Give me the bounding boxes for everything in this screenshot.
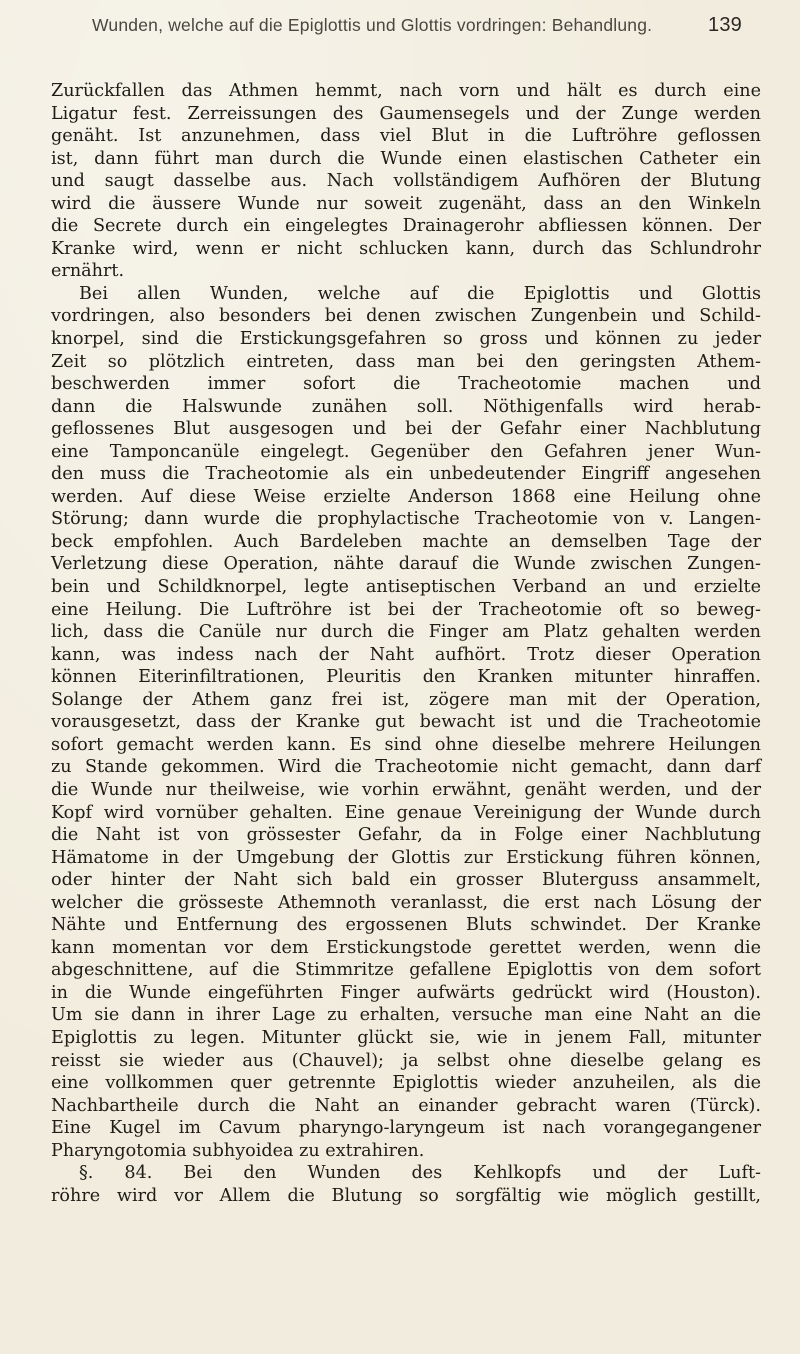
running-title: Wunden, welche auf die Epiglottis und Glottis vordringen: Behandlung. xyxy=(92,15,653,35)
text-line: röhre wird vor Allem die Blutung so sorgfältig wie möglich gestillt, xyxy=(51,1185,761,1206)
text-line: eine vollkommen quer getrennte Epiglottis wieder anzuheilen, als die xyxy=(51,1073,761,1094)
text-line: Um sie dann in ihrer Lage zu erhalten, versuche man eine Naht an die xyxy=(51,1005,761,1026)
text-line: reisst sie wieder aus (Chauvel); ja selbst ohne dieselbe gelang es xyxy=(51,1050,761,1071)
text-line: beschwerden immer sofort die Tracheotomie machen und xyxy=(51,374,761,395)
text-line: die Wunde nur theilweise, wie vorhin erwähnt, genäht werden, und der xyxy=(51,779,761,800)
text-line: Nachbartheile durch die Naht an einander gebracht waren (Türck). xyxy=(51,1095,761,1116)
text-line: lich, dass die Canüle nur durch die Finger am Platz gehalten werden xyxy=(51,622,761,643)
body-text xyxy=(51,80,761,1207)
text-line: Hämatome in der Umgebung der Glottis zur Erstickung führen können, xyxy=(51,847,761,868)
text-line: wird die äussere Wunde nur soweit zugenäht, dass an den Winkeln xyxy=(51,193,761,214)
text-line: zu Stande gekommen. Wird die Tracheotomie nicht gemacht, dann darf xyxy=(51,757,761,778)
text-line: die Naht ist von grössester Gefahr, da in Folge einer Nachblutung xyxy=(51,825,761,846)
text-line: eine Tamponcanüle eingelegt. Gegenüber den Gefahren jener Wun- xyxy=(51,441,761,462)
text-line: Ligatur fest. Zerreissungen des Gaumensegels und der Zunge werden xyxy=(51,103,761,124)
text-line: Verletzung diese Operation, nähte darauf die Wunde zwischen Zungen- xyxy=(51,554,761,575)
text-line: in die Wunde eingeführten Finger aufwärts gedrückt wird (Houston). xyxy=(51,982,761,1003)
text-line: Nähte und Entfernung des ergossenen Bluts schwindet. Der Kranke xyxy=(51,915,761,936)
text-line: ist, dann führt man durch die Wunde einen elastischen Catheter ein xyxy=(51,148,761,169)
text-line: §. 84. Bei den Wunden des Kehlkopfs und der Luft- xyxy=(79,1163,761,1184)
text-line: genäht. Ist anzunehmen, dass viel Blut in die Luftröhre geflossen xyxy=(51,126,761,147)
text-line: bein und Schildknorpel, legte antiseptischen Verband an und erzielte xyxy=(51,577,761,598)
text-line: die Secrete durch ein eingelegtes Drainagerohr abfliessen können. Der xyxy=(51,216,761,237)
text-line: Pharyngotomia subhyoidea zu extrahiren. xyxy=(51,1140,425,1161)
text-line: Eine Kugel im Cavum pharyngo-laryngeum ist nach vorangegangener xyxy=(51,1118,761,1139)
text-line: Kopf wird vornüber gehalten. Eine genaue Vereinigung der Wunde durch xyxy=(51,802,761,823)
text-line: welcher die grösseste Athemnoth veranlasst, die erst nach Lösung der xyxy=(51,892,761,913)
text-line: kann momentan vor dem Erstickungstode gerettet werden, wenn die xyxy=(51,937,761,958)
text-line: knorpel, sind die Erstickungsgefahren so gross und können zu jeder xyxy=(51,329,761,350)
text-line: können Eiterinfiltrationen, Pleuritis den Kranken mitunter hinraffen. xyxy=(51,667,761,688)
text-line: Störung; dann wurde die prophylactische Tracheotomie von v. Langen- xyxy=(51,509,761,530)
text-line: beck empfohlen. Auch Bardeleben machte an demselben Tage der xyxy=(51,531,761,552)
text-line: vordringen, also besonders bei denen zwischen Zungenbein und Schild- xyxy=(51,306,761,327)
running-header xyxy=(92,14,742,40)
text-line: geflossenes Blut ausgesogen und bei der Gefahr einer Nachblutung xyxy=(51,419,761,440)
text-line: Solange der Athem ganz frei ist, zögere man mit der Operation, xyxy=(51,689,761,710)
text-line: kann, was indess nach der Naht aufhört. Trotz dieser Operation xyxy=(51,644,761,665)
text-line: Epiglottis zu legen. Mitunter glückt sie, wie in jenem Fall, mitunter xyxy=(51,1027,761,1048)
text-line: Kranke wird, wenn er nicht schlucken kann, durch das Schlundrohr xyxy=(51,238,761,259)
text-line: eine Heilung. Die Luftröhre ist bei der Tracheotomie oft so beweg- xyxy=(51,599,761,620)
text-line: oder hinter der Naht sich bald ein grosser Bluterguss ansammelt, xyxy=(51,870,761,891)
text-line: sofort gemacht werden kann. Es sind ohne dieselbe mehrere Heilungen xyxy=(51,734,761,755)
text-line: Zeit so plötzlich eintreten, dass man bei den geringsten Athem- xyxy=(51,351,761,372)
page-number: 139 xyxy=(708,14,742,36)
text-line: abgeschnittene, auf die Stimmritze gefallene Epiglottis von dem sofort xyxy=(51,960,761,981)
text-line: Bei allen Wunden, welche auf die Epiglottis und Glottis xyxy=(79,283,761,304)
text-line: ernährt. xyxy=(51,261,125,282)
text-line: und saugt dasselbe aus. Nach vollständigem Aufhören der Blutung xyxy=(51,171,761,192)
text-line: vorausgesetzt, dass der Kranke gut bewacht ist und die Tracheotomie xyxy=(51,712,761,733)
text-line: werden. Auf diese Weise erzielte Anderson 1868 eine Heilung ohne xyxy=(51,486,761,507)
text-line: den muss die Tracheotomie als ein unbedeutender Eingriff angesehen xyxy=(51,464,761,485)
text-line: Zurückfallen das Athmen hemmt, nach vorn und hält es durch eine xyxy=(51,81,761,101)
text-line: dann die Halswunde zunähen soll. Nöthigenfalls wird herab- xyxy=(51,396,761,417)
